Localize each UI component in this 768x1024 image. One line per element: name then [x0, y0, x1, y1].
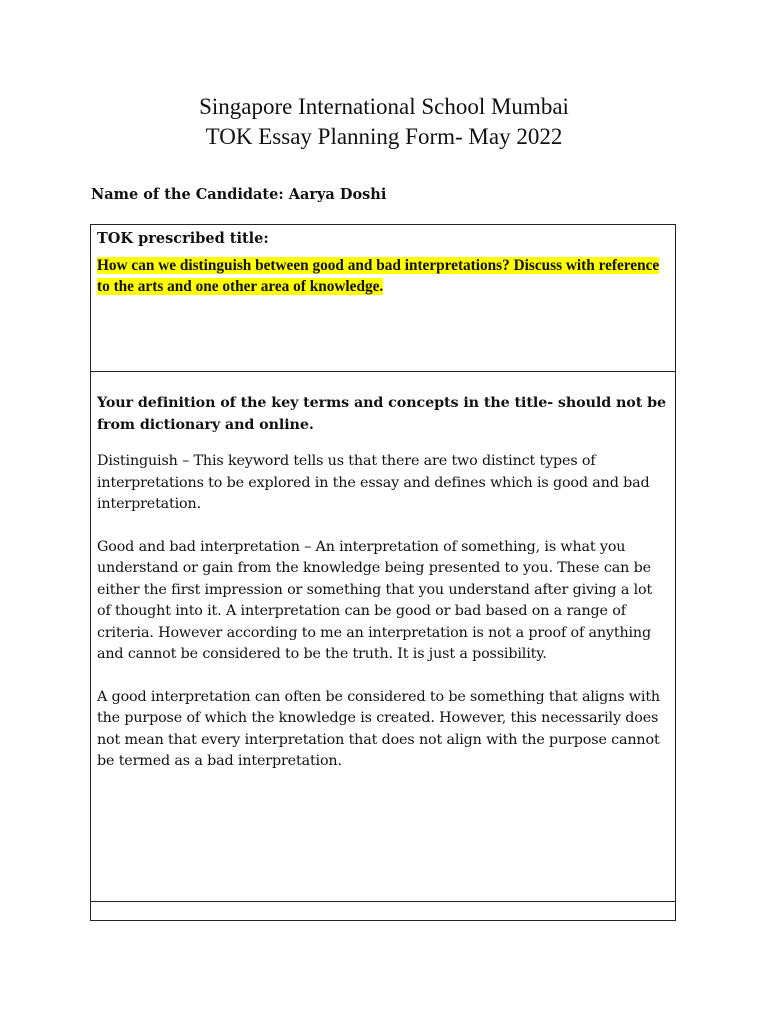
- highlighted-question: How can we distinguish between good and bad interpretations? Discuss with reference to the arts and one other area of knowledge.: [97, 257, 660, 295]
- definitions-cell: [97, 392, 669, 794]
- definitions-heading: Your definition of the key terms and concepts in the title- should not be from dictionary and online.: [97, 395, 666, 433]
- school-name-heading: Singapore International School Mumbai: [199, 94, 569, 119]
- empty-bottom-row: [91, 902, 675, 920]
- definition-paragraph-distinguish: Distinguish – This keyword tells us that there are two distinct types of interpretations to be explored in the essay and defines which is good and bad interpretation.: [97, 453, 650, 512]
- planning-table: [90, 224, 676, 921]
- form-title-heading: TOK Essay Planning Form- May 2022: [205, 124, 563, 149]
- definition-paragraph-good-interpretation: A good interpretation can often be considered to be something that aligns with the purpose of which the knowledge is created. However, this necessarily does not mean that every interpretation that does not align with the purpose cannot be termed as a bad interpretation.: [97, 688, 660, 769]
- candidate-name-line: Name of the Candidate: Aarya Doshi: [91, 186, 387, 203]
- prescribed-title-cell: [97, 228, 669, 297]
- definition-paragraph-interpretation: Good and bad interpretation – An interpretation of something, is what you understand or gain from the knowledge being presented to you. These can be either the first impression or something that you understand after giving a lot of thought into it. A interpretation can be good or bad based on a range of criteria. However according to me an interpretation is not a proof of anything and cannot be considered to be the truth. It is just a possibility.: [97, 538, 653, 662]
- prescribed-title-text: [97, 255, 669, 297]
- definitions-row: [91, 372, 675, 902]
- prescribed-title-row: [91, 225, 675, 372]
- prescribed-title-label: TOK prescribed title:: [97, 230, 269, 247]
